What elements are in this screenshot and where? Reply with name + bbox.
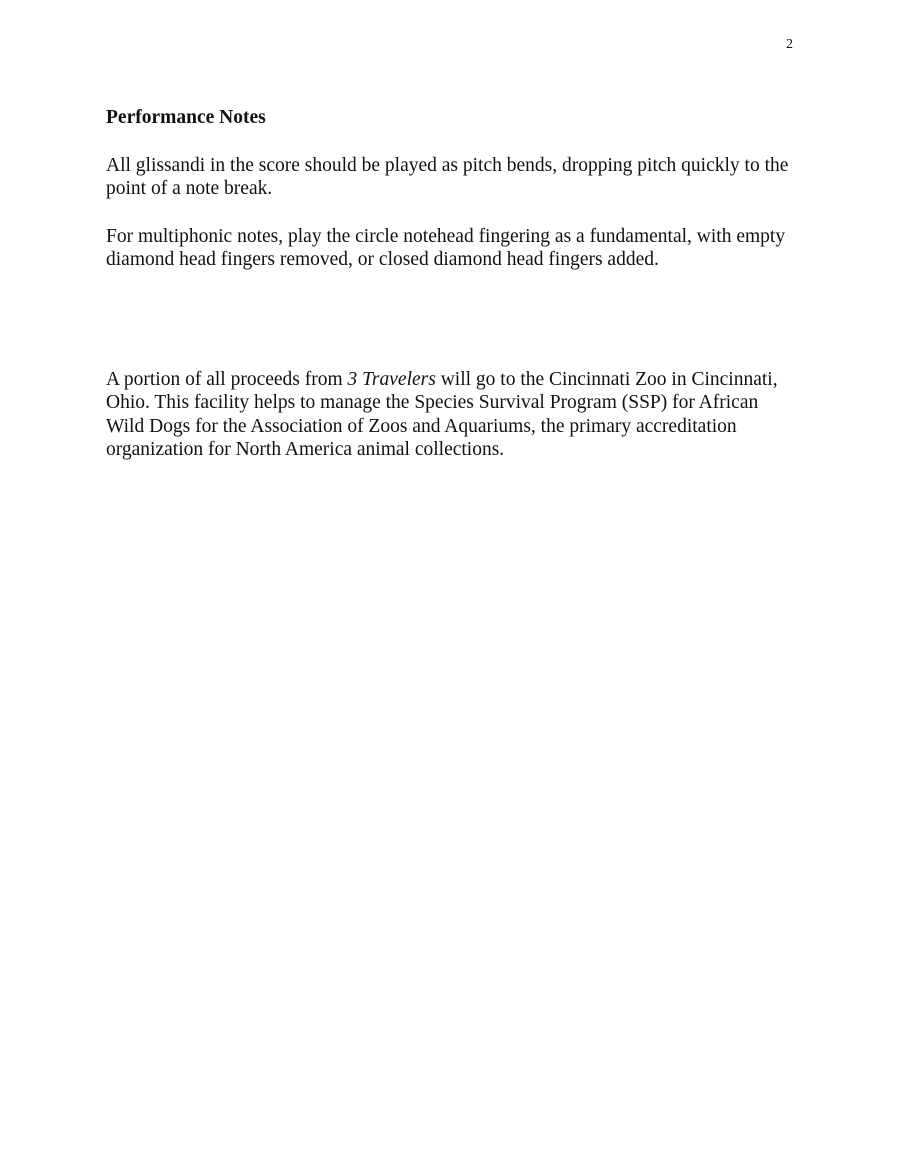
work-title: 3 Travelers — [347, 368, 436, 390]
multiphonic-note: For multiphonic notes, play the circle notehead fingering as a fundamental, with empty diamond head fingers removed, or closed diamond head fingers added. — [106, 225, 786, 270]
glissandi-note: All glissandi in the score should be played as pitch bends, dropping pitch quickly to the point of a note break. — [106, 154, 789, 199]
page-number: 2 — [786, 37, 793, 52]
section-heading: Performance Notes — [106, 107, 266, 128]
donation-text-suffix: will go to the Cincinnati Zoo in Cincinnati, Ohio. This facility helps to manage the Species Survival Program (SSP) for African Wild Dogs for the Association of Zoos and Aquariums, the primary accreditation organization for North America animal collections. — [106, 368, 778, 460]
donation-text-prefix: A portion of all proceeds from — [106, 368, 348, 390]
document-body — [106, 106, 796, 486]
donation-paragraph — [106, 368, 796, 462]
